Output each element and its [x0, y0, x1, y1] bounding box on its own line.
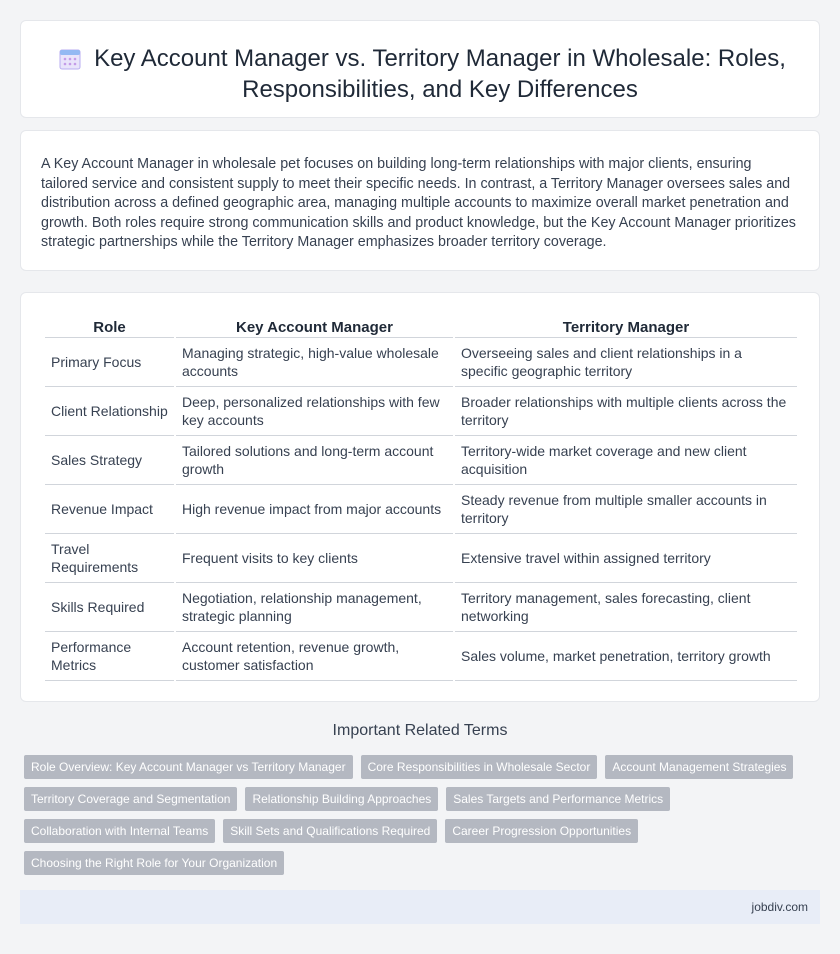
row-key-account-manager: Managing strategic, high-value wholesale accounts: [176, 338, 453, 387]
related-term-tag[interactable]: Territory Coverage and Segmentation: [24, 787, 237, 811]
row-key-account-manager: High revenue impact from major accounts: [176, 485, 453, 534]
intro-paragraph: A Key Account Manager in wholesale pet focuses on building long-term relationships with major clients, ensuring tailored service and consistent supply to meet their specific needs. In contrast, a Territory Manager oversees sales and distribution across a defined geographic area, managing multiple accounts to maximize overall market penetration and growth. Both roles require strong communication skills and product knowledge, but the Key Account Manager prioritizes strategic partnerships while the Territory Manager emphasizes broader territory coverage.: [41, 156, 796, 251]
page-title: Key Account Manager vs. Territory Manager in Wholesale: Roles, Responsibilities, and Key Differences: [94, 45, 786, 103]
row-key-account-manager: Tailored solutions and long-term account growth: [176, 436, 453, 485]
row-role: Sales Strategy: [45, 436, 174, 485]
related-term-tag[interactable]: Collaboration with Internal Teams: [24, 819, 215, 843]
comparison-table: [43, 315, 799, 681]
comparison-table-card: [20, 292, 820, 702]
related-term-tag[interactable]: Sales Targets and Performance Metrics: [446, 787, 670, 811]
table-row: [45, 338, 797, 387]
table-row: [45, 583, 797, 632]
related-term-tag[interactable]: Choosing the Right Role for Your Organization: [24, 851, 284, 875]
related-terms-tags: [24, 755, 814, 883]
table-row: [45, 485, 797, 534]
row-territory-manager: Sales volume, market penetration, territory growth: [455, 632, 797, 681]
table-row: [45, 436, 797, 485]
row-territory-manager: Territory management, sales forecasting, client networking: [455, 583, 797, 632]
table-row: [45, 632, 797, 681]
related-term-tag[interactable]: Role Overview: Key Account Manager vs Territory Manager: [24, 755, 353, 779]
row-territory-manager: Steady revenue from multiple smaller accounts in territory: [455, 485, 797, 534]
header-role: Role: [45, 315, 174, 338]
table-row: [45, 387, 797, 436]
row-role: Client Relationship: [45, 387, 174, 436]
tag-row: [24, 851, 814, 875]
row-role: Skills Required: [45, 583, 174, 632]
row-territory-manager: Territory-wide market coverage and new client acquisition: [455, 436, 797, 485]
row-key-account-manager: Negotiation, relationship management, strategic planning: [176, 583, 453, 632]
footer-site-link[interactable]: jobdiv.com: [751, 900, 808, 914]
tag-row: [24, 755, 814, 779]
header-territory-manager: Territory Manager: [455, 315, 797, 338]
row-territory-manager: Extensive travel within assigned territory: [455, 534, 797, 583]
row-territory-manager: Broader relationships with multiple clients across the territory: [455, 387, 797, 436]
related-term-tag[interactable]: Core Responsibilities in Wholesale Sector: [361, 755, 598, 779]
row-role: Performance Metrics: [45, 632, 174, 681]
row-role: Revenue Impact: [45, 485, 174, 534]
related-term-tag[interactable]: Account Management Strategies: [605, 755, 793, 779]
related-terms-title: Important Related Terms: [332, 722, 508, 739]
table-row: [45, 534, 797, 583]
intro-card: [20, 130, 820, 271]
tag-row: [24, 819, 814, 843]
related-term-tag[interactable]: Relationship Building Approaches: [245, 787, 438, 811]
row-role: Travel Requirements: [45, 534, 174, 583]
title-card: [20, 20, 820, 118]
related-term-tag[interactable]: Skill Sets and Qualifications Required: [223, 819, 437, 843]
row-key-account-manager: Deep, personalized relationships with few key accounts: [176, 387, 453, 436]
row-key-account-manager: Account retention, revenue growth, customer satisfaction: [176, 632, 453, 681]
row-role: Primary Focus: [45, 338, 174, 387]
related-term-tag[interactable]: Career Progression Opportunities: [445, 819, 638, 843]
row-territory-manager: Overseeing sales and client relationships in a specific geographic territory: [455, 338, 797, 387]
tag-row: [24, 787, 814, 811]
header-key-account-manager: Key Account Manager: [176, 315, 453, 338]
table-header-row: [45, 315, 797, 338]
row-key-account-manager: Frequent visits to key clients: [176, 534, 453, 583]
footer: [20, 890, 820, 924]
